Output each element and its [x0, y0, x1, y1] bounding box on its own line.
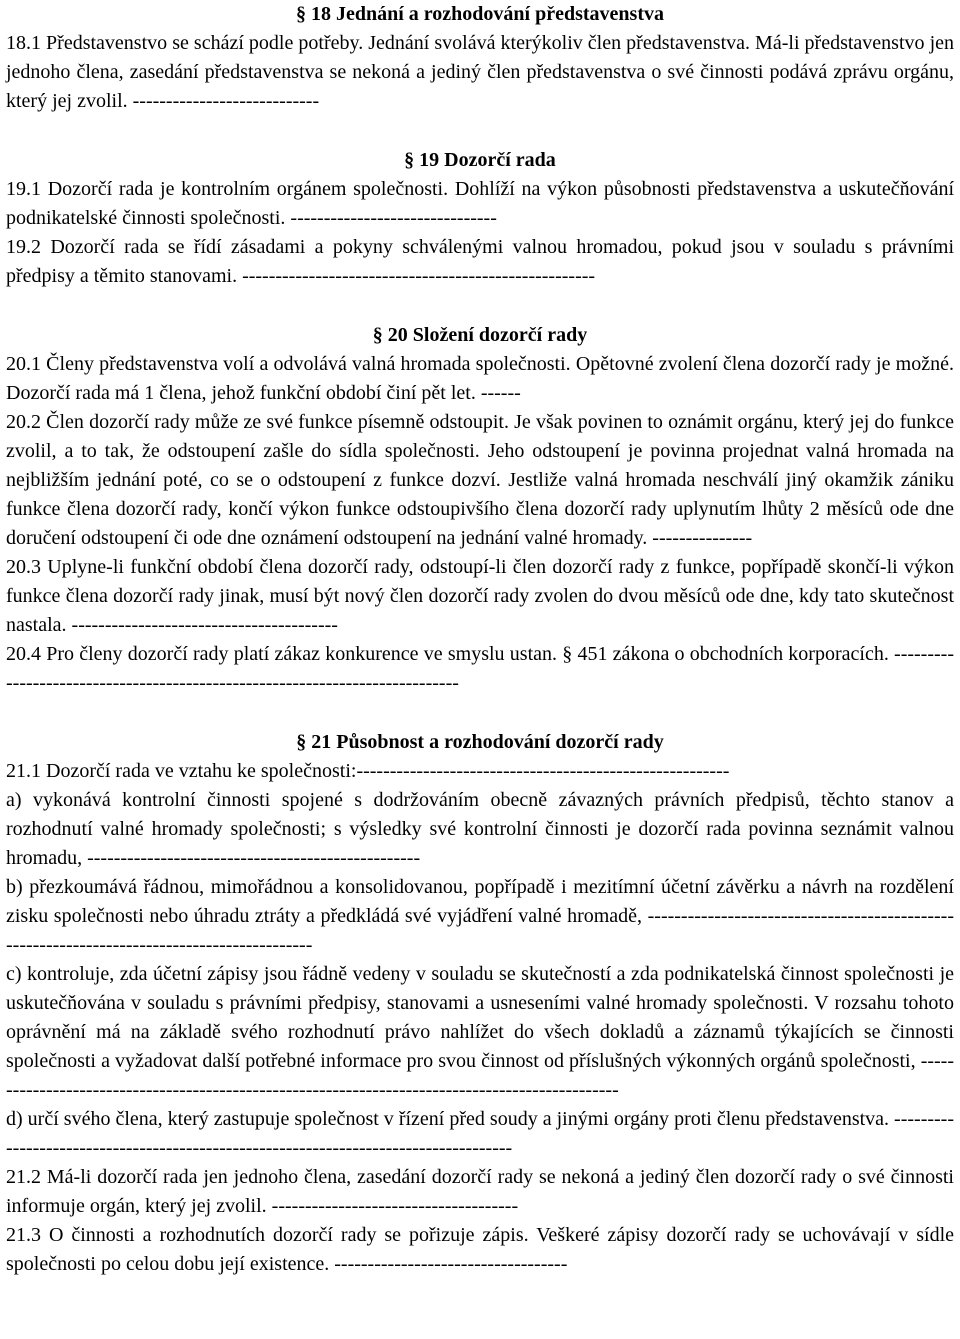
document-page: [6, 0, 954, 1279]
paragraph-20-4: 20.4 Pro členy dozorčí rady platí zákaz konkurence ve smyslu ustan. § 451 zákona o obchodních korporacích. -----------------------------------------------------------------------------: [6, 643, 954, 694]
paragraph-19-2: 19.2 Dozorčí rada se řídí zásadami a pokyny schválenými valnou hromadou, pokud jsou v souladu s právními předpisy a těmito stanovami. -----------------------------------------------------: [6, 236, 954, 287]
paragraph-21-1-d: d) určí svého člena, který zastupuje společnost v řízení před soudy a jinými orgány proti členu představenstva. -------------------------------------------------------------------------------------: [6, 1108, 954, 1159]
paragraph-18-1: 18.1 Představenstvo se schází podle potřeby. Jednání svolává kterýkoliv člen představenstva. Má-li představenstvo jen jednoho člena, zasedání představenstva se nekoná a jediný člen představenstva o své činnosti podává zprávu orgánu, který jej zvolil. ----------------------------: [6, 32, 954, 112]
paragraph-20-1: 20.1 Členy představenstva volí a odvolává valná hromada společnosti. Opětovné zvolení člena dozorčí rady je možné. Dozorčí rada má 1 člena, jehož funkční období činí pět let. ------: [6, 353, 954, 404]
section-18-heading: § 18 Jednání a rozhodování představenstva: [295, 3, 664, 25]
paragraph-21-1-b: b) přezkoumává řádnou, mimořádnou a konsolidovanou, popřípadě i mezitímní účetní závěrku a návrh na rozdělení zisku společnosti nebo úhradu ztráty a předkládá své vyjádření valné hromadě, --------------------------------------------------------------------------------------------: [6, 876, 954, 956]
paragraph-20-3: 20.3 Uplyne-li funkční období člena dozorčí rady, odstoupí-li člen dozorčí rady z funkce, popřípadě skončí-li výkon funkce člena dozorčí rady jinak, musí být nový člen dozorčí rady zvolen do dvou měsíců ode dne, kdy tato skutečnost nastala. ----------------------------------------: [6, 556, 954, 636]
paragraph-21-1-a: a) vykonává kontrolní činnosti spojené s dodržováním obecně závazných právních předpisů, těchto stanov a rozhodnutí valné hromady společnosti; s výsledky své kontrolní činnosti je dozorčí rada povinna seznámit valnou hromadu, --------------------------------------------------: [6, 789, 954, 869]
paragraph-20-2: 20.2 Člen dozorčí rady může ze své funkce písemně odstoupit. Je však povinen to oznámit orgánu, který jej do funkce zvolil, a to tak, že odstoupení zašle do sídla společnosti. Jeho odstoupení je povinna projednat valná hromada na nejbližším jednání poté, co se o odstoupení z funkce dozví. Jestliže valná hromada neschválí jiný okamžik zániku funkce člena dozorčí rady, končí výkon funkce odstoupivšího člena dozorčí rady uplynutím lhůty 2 měsíců ode dne doručení odstoupení či ode dne oznámení odstoupení na jednání valné hromady. ---------------: [6, 411, 954, 549]
section-21-heading: § 21 Působnost a rozhodování dozorčí rady: [296, 731, 664, 753]
section-19-heading: § 19 Dozorčí rada: [404, 149, 556, 171]
paragraph-21-2: 21.2 Má-li dozorčí rada jen jednoho člena, zasedání dozorčí rady se nekoná a jediný člen dozorčí rady o své činnosti informuje orgán, který jej zvolil. -------------------------------------: [6, 1166, 954, 1217]
paragraph-19-1: 19.1 Dozorčí rada je kontrolním orgánem společnosti. Dohlíží na výkon působnosti představenstva a uskutečňování podnikatelské činnosti společnosti. -------------------------------: [6, 178, 954, 229]
paragraph-21-1: 21.1 Dozorčí rada ve vztahu ke společnosti:--------------------------------------------------------: [6, 760, 730, 782]
section-20-heading: § 20 Složení dozorčí rady: [372, 324, 588, 346]
paragraph-21-3: 21.3 O činnosti a rozhodnutích dozorčí rady se pořizuje zápis. Veškeré zápisy dozorčí rady se uchovávají v sídle společnosti po celou dobu její existence. -----------------------------------: [6, 1224, 954, 1275]
paragraph-21-1-c: c) kontroluje, zda účetní zápisy jsou řádně vedeny v souladu se skutečností a zda podnikatelská činnost společnosti je uskutečňována v souladu s právními předpisy, stanovami a usneseními valné hromady společnosti. V rozsahu tohoto oprávnění má na základě svého rozhodnutí právo nahlížet do všech dokladů a záznamů týkajících se činnosti společnosti a vyžadovat další potřebné informace pro svou činnost od příslušných výkonných orgánů společnosti, -------------------------------------------------------------------------------------------------: [6, 963, 954, 1101]
